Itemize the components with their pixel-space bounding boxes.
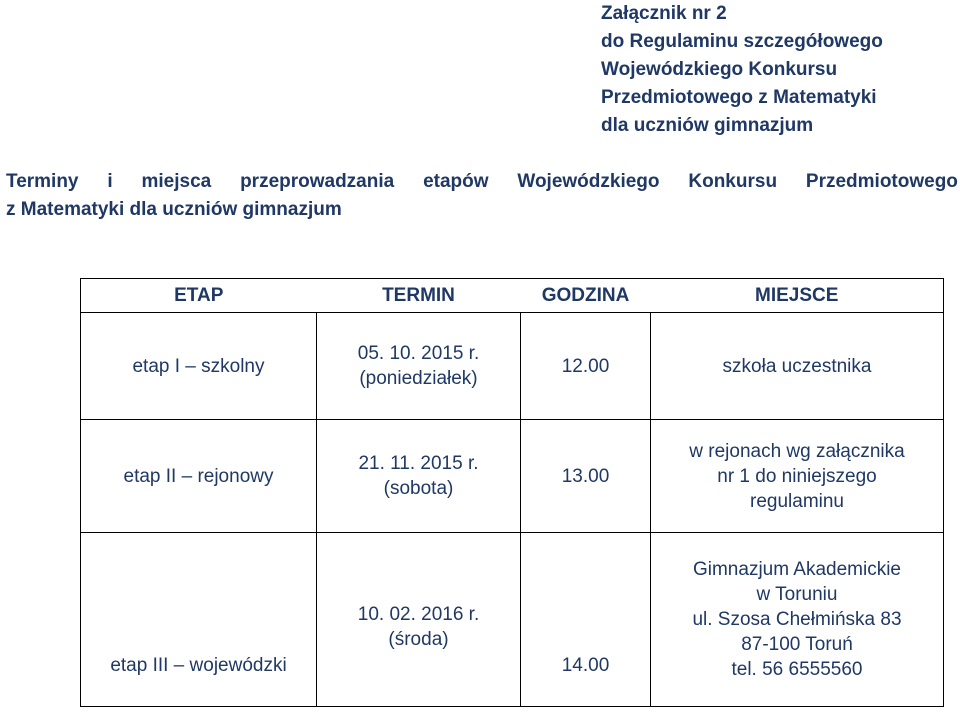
time-cell: 14.00 bbox=[521, 533, 651, 707]
weekday-line: (środa) bbox=[388, 628, 449, 650]
document-title bbox=[6, 168, 958, 224]
title-word: Terminy bbox=[6, 171, 79, 192]
schedule-table bbox=[80, 278, 944, 707]
table-row bbox=[81, 420, 944, 533]
stage-cell: etap III – wojewódzki bbox=[81, 533, 317, 707]
title-word: Konkursu bbox=[688, 171, 778, 192]
place-line: regulaminu bbox=[750, 490, 844, 512]
weekday-line: (poniedziałek) bbox=[359, 368, 478, 389]
date-cell bbox=[317, 533, 521, 707]
date-line: 10. 02. 2016 r. bbox=[357, 603, 480, 625]
place-line: ul. Szosa Chełmińska 83 bbox=[692, 609, 902, 630]
place-line: szkoła uczestnika bbox=[722, 355, 872, 377]
header-miejsce: MIEJSCE bbox=[651, 279, 944, 313]
header-termin: TERMIN bbox=[317, 279, 521, 313]
weekday-line: (sobota) bbox=[383, 478, 454, 499]
attachment-line: dla uczniów gimnazjum bbox=[601, 115, 814, 136]
date-line: 21. 11. 2015 r. bbox=[358, 453, 479, 474]
header-etap: ETAP bbox=[81, 279, 317, 313]
attachment-note bbox=[601, 0, 883, 140]
table-row bbox=[81, 313, 944, 420]
attachment-line: do Regulaminu szczegółowego bbox=[601, 31, 883, 52]
place-cell bbox=[651, 420, 944, 533]
title-word: etapów bbox=[423, 171, 489, 192]
attachment-line: Przedmiotowego z Matematyki bbox=[601, 87, 877, 108]
document-title-line-2: z Matematyki dla uczniów gimnazjum bbox=[6, 199, 342, 220]
place-cell bbox=[651, 313, 944, 420]
header-godzina: GODZINA bbox=[521, 279, 651, 313]
title-word: miejsca bbox=[141, 171, 212, 192]
time-cell: 12.00 bbox=[521, 313, 651, 420]
place-line: tel. 56 6555560 bbox=[731, 659, 863, 680]
attachment-line: Wojewódzkiego Konkursu bbox=[601, 59, 838, 80]
table-row bbox=[81, 533, 944, 707]
title-word: przeprowadzania bbox=[240, 171, 395, 192]
stage-cell: etap I – szkolny bbox=[81, 313, 317, 420]
place-line: w Toruniu bbox=[756, 584, 838, 605]
place-line: w rejonach wg załącznika bbox=[689, 440, 905, 462]
stage-cell: etap II – rejonowy bbox=[81, 420, 317, 533]
title-word: Przedmiotowego bbox=[805, 171, 958, 192]
title-word: i bbox=[107, 171, 113, 192]
date-cell bbox=[317, 420, 521, 533]
document-title-line-1 bbox=[6, 168, 958, 196]
table-header-row bbox=[81, 279, 944, 313]
attachment-line: Załącznik nr 2 bbox=[601, 3, 727, 24]
date-cell bbox=[317, 313, 521, 420]
date-line: 05. 10. 2015 r. bbox=[357, 343, 480, 364]
place-line: nr 1 do niniejszego bbox=[717, 465, 877, 487]
place-line: 87-100 Toruń bbox=[741, 634, 853, 655]
place-cell bbox=[651, 533, 944, 707]
time-cell: 13.00 bbox=[521, 420, 651, 533]
place-line: Gimnazjum Akademickie bbox=[692, 559, 902, 580]
title-word: Wojewódzkiego bbox=[517, 171, 660, 192]
